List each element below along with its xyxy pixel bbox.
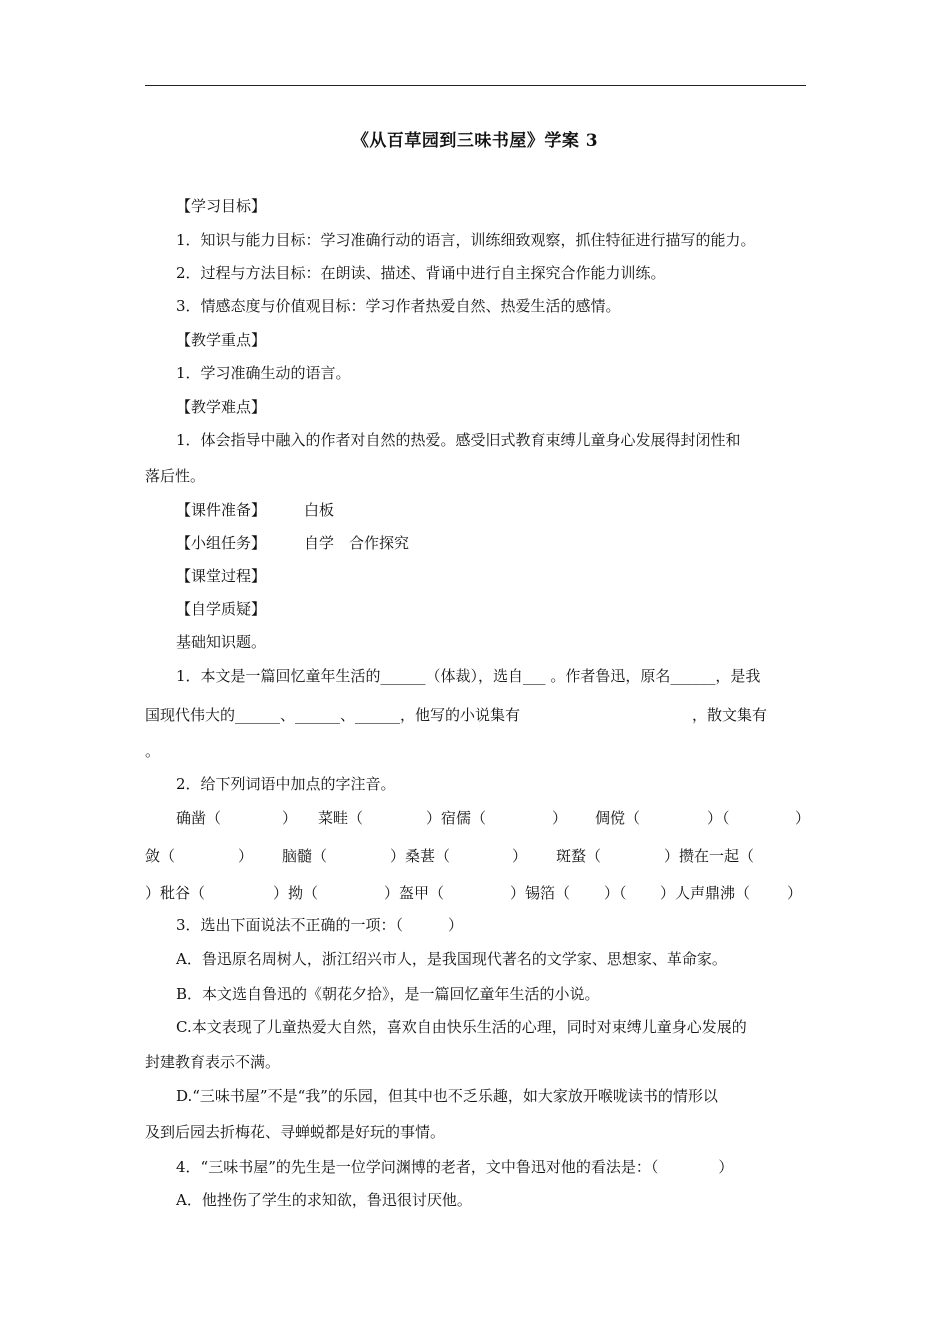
q3-option-b: B．本文选自鲁迅的《朝花夕拾》，是一篇回忆童年生活的小说。 (176, 985, 600, 1003)
goal-1: 1．知识与能力目标：学习准确行动的语言，训练细致观察，抓住特征进行描写的能力。 (176, 231, 756, 249)
q2-stem: 2．给下列词语中加点的字注音。 (176, 775, 396, 793)
q1-line1: 1．本文是一篇回忆童年生活的______（体裁），选自___ 。作者鲁迅，原名______，是我 (176, 667, 761, 685)
q3-option-a: A．鲁迅原名周树人，浙江绍兴市人，是我国现代著名的文学家、思想家、革命家。 (176, 950, 727, 968)
q2-r1-0: 确凿（ (176, 809, 222, 827)
header-rule (145, 85, 806, 86)
q1-line2a: 国现代伟大的______、______、______，他写的小说集有 (145, 706, 521, 724)
goal-2: 2．过程与方法目标：在朗读、描述、背诵中进行自主探究合作能力训练。 (176, 264, 666, 282)
q2-r3-6: ） (787, 884, 803, 902)
basic-questions-label: 基础知识题。 (176, 633, 267, 651)
q2-r2-6: ）攒在一起（ (664, 847, 755, 865)
process-heading: 【课堂过程】 (176, 567, 267, 585)
prep-value: 白板 (304, 501, 335, 519)
q2-r2-5: 斑蝥（ (556, 847, 602, 865)
prep-heading: 【课件准备】 (176, 501, 267, 519)
q2-r3-2: ）盔甲（ (384, 884, 445, 902)
q2-r2-0: 敛（ (145, 847, 176, 865)
q2-r1-7: ） (795, 809, 811, 827)
q4-stem: 4．“三味书屋”的先生是一位学问渊博的老者，文中鲁迅对他的看法是：（ ） (176, 1158, 734, 1176)
q1-line3: 。 (145, 742, 161, 760)
key-point-1: 1．学习准确生动的语言。 (176, 364, 351, 382)
q2-r2-2: 脑髓（ (282, 847, 328, 865)
difficulty-1-line1: 1．体会指导中融入的作者对自然的热爱。感受旧式教育束缚儿童身心发展得封闭性和 (176, 431, 741, 449)
q2-r2-4: ） (512, 847, 528, 865)
q2-r3-4: ）（ (604, 884, 627, 902)
q3-option-c-line2: 封建教育表示不满。 (145, 1053, 281, 1071)
q1-line2b: ，散文集有 (692, 706, 768, 724)
q2-r2-1: ） (238, 847, 254, 865)
selfstudy-heading: 【自学质疑】 (176, 600, 267, 618)
goals-heading: 【学习目标】 (176, 197, 267, 215)
q2-r2-3: ）桑葚（ (390, 847, 451, 865)
q4-option-a: A．他挫伤了学生的求知欲，鲁迅很讨厌他。 (176, 1191, 472, 1209)
difficulty-1-line2: 落后性。 (145, 467, 206, 485)
q2-r1-4: ） (552, 809, 568, 827)
q2-r1-1: ） (282, 809, 298, 827)
q2-r1-6: ）（ (707, 809, 730, 827)
group-value: 自学 合作探究 (304, 534, 410, 552)
q3-option-d-line2: 及到后园去折梅花、寻蝉蜕都是好玩的事情。 (145, 1123, 446, 1141)
q2-r1-5: 倜傥（ (595, 809, 641, 827)
q2-r3-5: ）人声鼎沸（ (660, 884, 751, 902)
difficulty-heading: 【教学难点】 (176, 398, 267, 416)
q3-option-d-line1: D.“三味书屋”不是“我”的乐园，但其中也不乏乐趣，如大家放开喉咙读书的情形以 (176, 1087, 718, 1105)
q2-r3-0: ）秕谷（ (145, 884, 206, 902)
q2-r1-2: 菜畦（ (318, 809, 364, 827)
key-points-heading: 【教学重点】 (176, 331, 267, 349)
document-title: 《从百草园到三味书屋》学案 3 (351, 131, 599, 151)
goal-3: 3．情感态度与价值观目标：学习作者热爱自然、热爱生活的感情。 (176, 297, 621, 315)
group-heading: 【小组任务】 (176, 534, 267, 552)
q2-r3-3: ）锡箔（ (510, 884, 571, 902)
q2-r3-1: ）拗（ (273, 884, 319, 902)
q3-option-c-line1: C.本文表现了儿童热爱大自然，喜欢自由快乐生活的心理，同时对束缚儿童身心发展的 (176, 1018, 747, 1036)
q2-r1-3: ）宿儒（ (426, 809, 487, 827)
q3-stem: 3．选出下面说法不正确的一项：（ ） (176, 916, 464, 934)
